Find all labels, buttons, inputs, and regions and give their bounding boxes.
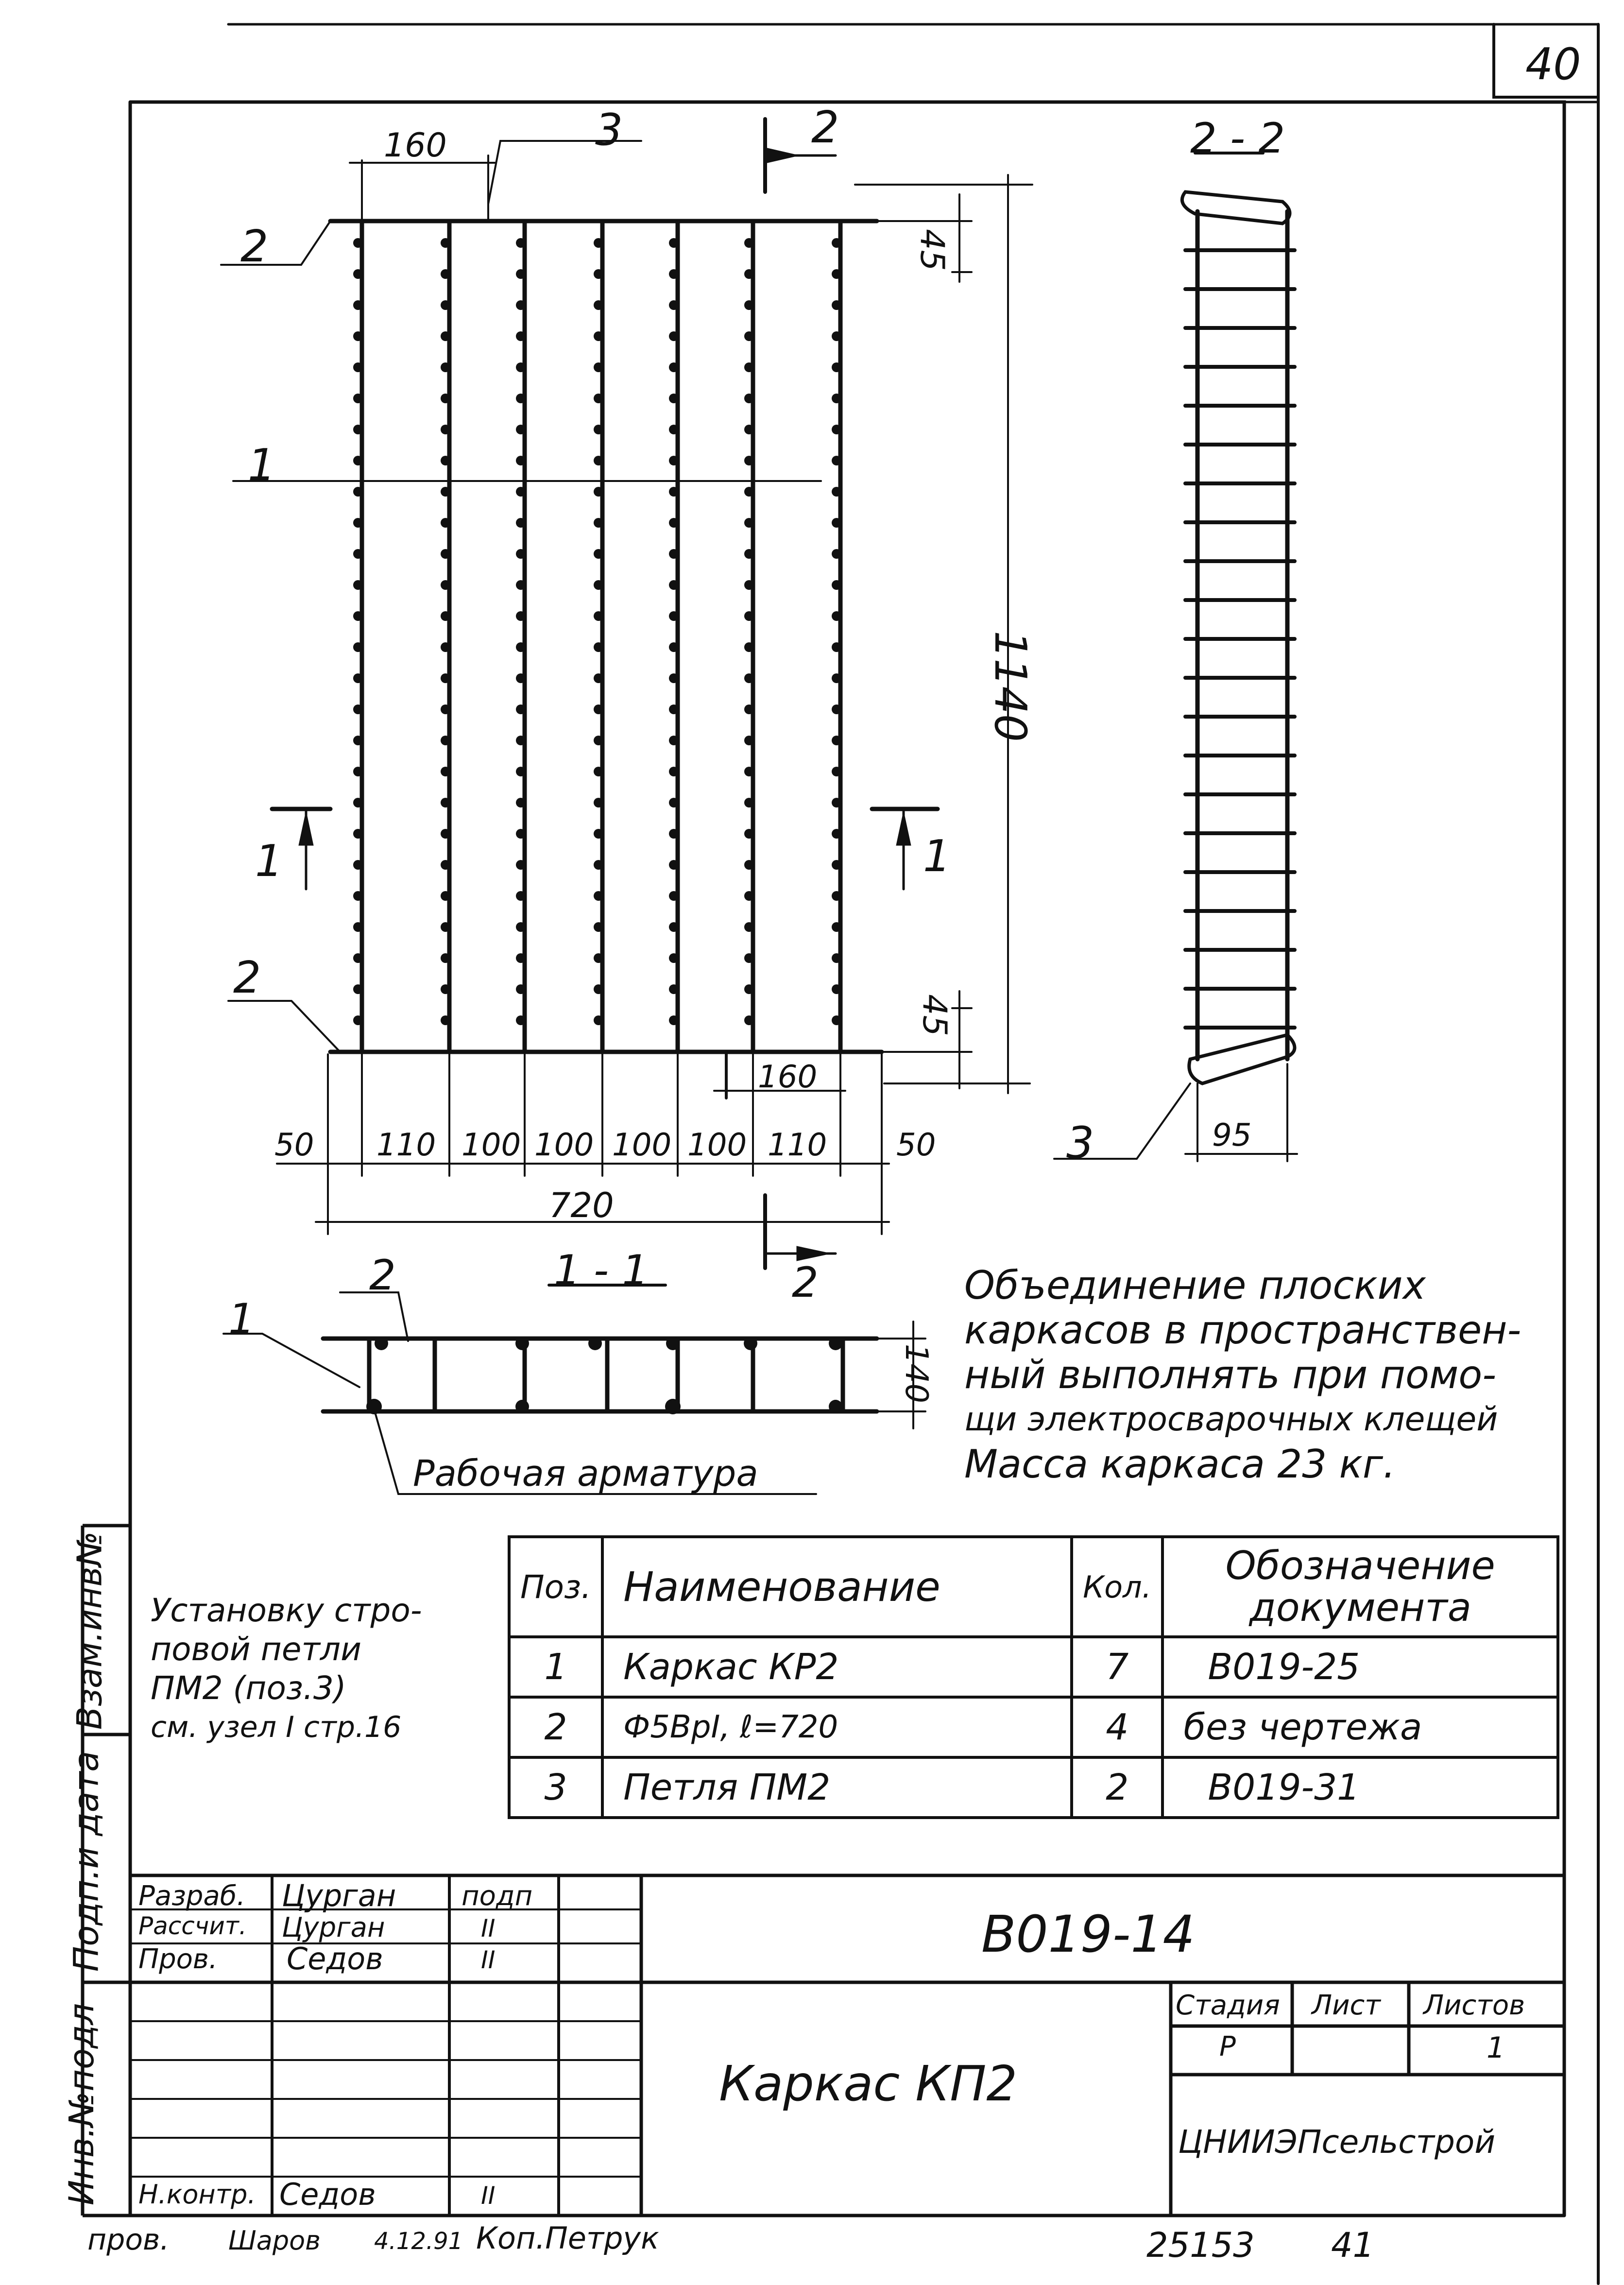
dim-95: 95 bbox=[1212, 1117, 1252, 1153]
working-rebar-label: Рабочая арматура bbox=[413, 1453, 758, 1495]
sheets-value: 1 bbox=[1487, 2031, 1505, 2065]
sheets-label: Листов bbox=[1423, 1990, 1525, 2021]
spec-header-doc-2: документа bbox=[1249, 1585, 1471, 1630]
stamp-signature: Шаров bbox=[228, 2225, 321, 2256]
role-develop-sign: подп bbox=[462, 1880, 533, 1912]
join-note-line: Масса каркаса 23 кг. bbox=[964, 1442, 1396, 1487]
marker-pos3-side: 3 bbox=[1066, 1117, 1094, 1168]
side-strip-replace-inv: Взам.инв№ bbox=[69, 1531, 110, 1730]
dim-110-a: 110 bbox=[376, 1127, 436, 1163]
spec-pos: 1 bbox=[509, 1637, 602, 1697]
spec-header-name: Наименование bbox=[602, 1537, 1072, 1637]
section-1-1-label: 1 - 1 bbox=[554, 1246, 649, 1295]
role-calc: Рассчит. bbox=[138, 1912, 247, 1940]
marker-pos2-bot: 2 bbox=[233, 952, 261, 1003]
join-note-line: Объединение плоских bbox=[964, 1263, 1426, 1308]
dim-100-c: 100 bbox=[612, 1127, 672, 1163]
loop-note-line: повой петли bbox=[151, 1631, 361, 1668]
spec-header-doc-1: Обозначение bbox=[1225, 1543, 1495, 1588]
stamp-date: 4.12.91 bbox=[374, 2228, 463, 2255]
marker-pos3-top: 3 bbox=[595, 104, 623, 155]
spec-name: Каркас КР2 bbox=[602, 1637, 1072, 1697]
loop-note-line: ПМ2 (поз.3) bbox=[151, 1669, 346, 1707]
spec-header-pos: Поз. bbox=[509, 1537, 602, 1637]
dim-100-b: 100 bbox=[534, 1127, 594, 1163]
dim-160-top: 160 bbox=[384, 126, 447, 165]
spec-pos: 3 bbox=[509, 1757, 602, 1818]
spec-name: Петля ПМ2 bbox=[602, 1757, 1072, 1818]
drawing-title: Каркас КП2 bbox=[719, 2055, 1018, 2112]
designation: В019-14 bbox=[981, 1905, 1195, 1964]
join-note-line: щи электросварочных клещей bbox=[964, 1400, 1498, 1439]
dim-45-top: 45 bbox=[912, 229, 951, 271]
role-normcontrol-sign: II bbox=[481, 2182, 496, 2210]
dim-1140: 1140 bbox=[985, 630, 1036, 742]
loop-note-line: см. узел I стр.16 bbox=[151, 1710, 402, 1744]
spec-pos: 2 bbox=[509, 1697, 602, 1757]
role-calc-name: Цурган bbox=[282, 1912, 385, 1943]
marker-cut1-right: 1 bbox=[923, 831, 951, 882]
role-normcontrol-name: Седов bbox=[279, 2177, 376, 2212]
join-note-line: ный выполнять при помо- bbox=[964, 1352, 1497, 1397]
stage-label: Стадия bbox=[1176, 1990, 1280, 2021]
role-check-sign: II bbox=[481, 1946, 496, 1974]
spec-qty: 4 bbox=[1072, 1697, 1162, 1757]
marker-cut2-bot: 2 bbox=[792, 1258, 819, 1307]
dim-50-left: 50 bbox=[274, 1127, 314, 1163]
organization: ЦНИИЭПсельстрой bbox=[1178, 2123, 1496, 2161]
role-develop-name: Цурган bbox=[282, 1878, 396, 1913]
spec-name: Ф5ВрI, ℓ=720 bbox=[602, 1697, 1072, 1757]
role-calc-sign: II bbox=[481, 1914, 496, 1942]
stamp-copy: Коп.Петрук bbox=[476, 2220, 659, 2256]
page-number: 40 bbox=[1525, 39, 1581, 90]
dim-720: 720 bbox=[549, 1185, 614, 1225]
order-number: 25153 bbox=[1146, 2225, 1255, 2265]
spec-qty: 7 bbox=[1072, 1637, 1162, 1697]
dim-45-bot: 45 bbox=[915, 994, 954, 1036]
marker-cut1-left: 1 bbox=[255, 836, 283, 887]
dim-110-b: 110 bbox=[768, 1127, 827, 1163]
dim-100-a: 100 bbox=[462, 1127, 521, 1163]
stage-value: Р bbox=[1219, 2031, 1236, 2062]
sheet-label: Лист bbox=[1312, 1990, 1381, 2021]
dim-160-bot: 160 bbox=[758, 1059, 818, 1095]
spec-doc: В019-31 bbox=[1162, 1757, 1558, 1818]
sheet-number: 41 bbox=[1331, 2225, 1375, 2265]
marker-s11-pos1: 1 bbox=[228, 1295, 255, 1343]
role-develop: Разраб. bbox=[138, 1880, 246, 1912]
side-strip-orig-inv: Инв.№подл bbox=[62, 2003, 102, 2206]
spec-doc: без чертежа bbox=[1162, 1697, 1558, 1757]
loop-note-line: Установку стро- bbox=[151, 1592, 422, 1629]
spec-header-qty: Кол. bbox=[1072, 1537, 1162, 1637]
section-2-2-label: 2 - 2 bbox=[1190, 114, 1285, 163]
marker-s11-pos2: 2 bbox=[369, 1251, 396, 1300]
join-note-line: каркасов в пространствен- bbox=[964, 1307, 1521, 1353]
spec-qty: 2 bbox=[1072, 1757, 1162, 1818]
role-normcontrol: Н.контр. bbox=[138, 2179, 256, 2210]
role-check-name: Седов bbox=[287, 1941, 383, 1976]
spec-doc: В019-25 bbox=[1162, 1637, 1558, 1697]
marker-cut2-top: 2 bbox=[811, 102, 839, 153]
stamp-checked: пров. bbox=[87, 2223, 170, 2257]
dim-140: 140 bbox=[898, 1343, 935, 1404]
dim-50-right: 50 bbox=[896, 1127, 936, 1163]
marker-pos1: 1 bbox=[248, 440, 276, 491]
marker-pos2-top: 2 bbox=[240, 221, 269, 272]
role-check: Пров. bbox=[138, 1943, 218, 1975]
side-strip-sign-date: Подп.и дата bbox=[66, 1751, 106, 1972]
dim-100-d: 100 bbox=[687, 1127, 747, 1163]
